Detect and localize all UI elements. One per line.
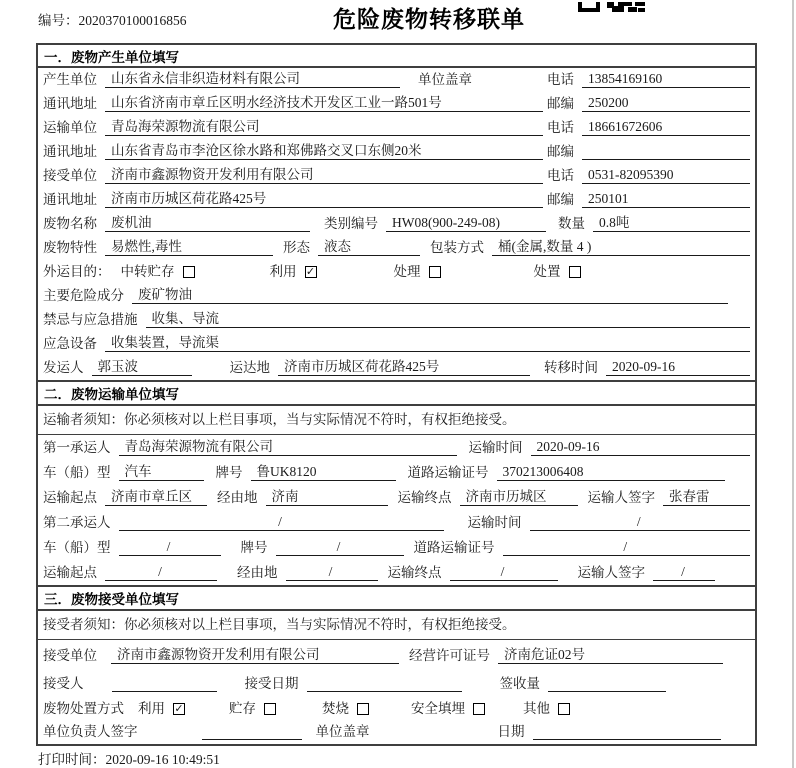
transporter-address-field: 山东省青岛市李沧区徐水路和郑佛路交叉口东侧20米 xyxy=(105,140,543,160)
carrier2-origin-field: / xyxy=(105,564,217,581)
purpose-treat-checkbox xyxy=(429,266,441,278)
consignor-label: 发运人 xyxy=(43,360,84,375)
producer-postcode-field: 250200 xyxy=(582,95,750,112)
receiver-row xyxy=(38,164,755,188)
acceptor-row xyxy=(38,668,755,696)
carrier2-via-field: / xyxy=(286,564,378,581)
responsible-sign-row xyxy=(38,721,755,744)
via-label: 经由地 xyxy=(237,565,278,580)
carrier-sign-label: 运输人签字 xyxy=(587,490,655,505)
document-header xyxy=(0,0,796,43)
transporter-notice: 运输者须知：你必须核对以上栏目事项，当与实际情况不符时，有权拒绝接受。 xyxy=(43,412,516,427)
form-label: 形态 xyxy=(283,240,310,255)
purpose-use-checkbox: ✓ xyxy=(305,265,316,278)
purpose-label: 外运目的： xyxy=(43,264,111,279)
receiver-postcode-field: 250101 xyxy=(582,191,750,208)
carrier-sign-label: 运输人签字 xyxy=(577,565,645,580)
phone-label: 电话 xyxy=(547,168,574,183)
waste-name-field: 废机油 xyxy=(105,212,310,232)
carrier1-route-row xyxy=(38,485,755,510)
transporter-label: 运输单位 xyxy=(43,120,97,135)
quantity-field: 0.8吨 xyxy=(593,212,750,232)
carrier2-route-row xyxy=(38,560,755,585)
road-permit-label: 道路运输证号 xyxy=(413,540,495,555)
transporter-field: 青岛海荣源物流有限公司 xyxy=(105,116,543,136)
equipment-row xyxy=(38,332,755,356)
equipment-field: 收集装置，导流渠 xyxy=(105,332,750,352)
equipment-label: 应急设备 xyxy=(43,336,97,351)
carrier2-sign-field: / xyxy=(653,564,715,581)
carrier2-dest-field: / xyxy=(450,564,558,581)
date-label: 日期 xyxy=(497,724,525,739)
transporter-row xyxy=(38,116,755,140)
carrier1-vehicle-field: 汽车 xyxy=(119,460,204,481)
disposal-landfill-checkbox xyxy=(473,703,485,715)
category-field: HW08(900-249-08) xyxy=(386,215,546,232)
character-label: 废物特性 xyxy=(43,240,97,255)
origin-label: 运输起点 xyxy=(43,565,97,580)
taboo-row xyxy=(38,308,755,332)
waste-name-label: 废物名称 xyxy=(43,216,97,231)
purpose-row xyxy=(38,260,755,284)
carrier1-label: 第一承运人 xyxy=(43,440,111,455)
postcode-label: 邮编 xyxy=(547,144,574,159)
purpose-dispose-checkbox xyxy=(569,266,581,278)
purpose-use-label: 利用 xyxy=(269,264,297,279)
plate-label: 牌号 xyxy=(240,540,268,555)
accept-date-field xyxy=(307,676,462,692)
purpose-dispose-label: 处置 xyxy=(533,264,561,279)
taboo-field: 收集、导流 xyxy=(146,308,751,328)
disposal-landfill-label: 安全填埋 xyxy=(411,701,465,716)
carrier1-dest-field: 济南市历城区 xyxy=(460,485,578,506)
accept-unit-row xyxy=(38,640,755,668)
transport-time-label: 运输时间 xyxy=(468,440,523,455)
via-label: 经由地 xyxy=(217,490,258,505)
producer-phone-field: 13854169160 xyxy=(582,71,750,88)
sign-qty-label: 签收量 xyxy=(499,676,540,691)
producer-address-row xyxy=(38,92,755,116)
disposal-store-checkbox xyxy=(264,703,276,715)
carrier2-permit-field: / xyxy=(503,539,751,556)
receiver-address-row xyxy=(38,188,755,212)
print-time-line xyxy=(38,748,220,768)
serial-value: 2020370100016856 xyxy=(78,13,187,28)
disposal-row xyxy=(38,696,755,721)
waste-name-row xyxy=(38,212,755,236)
responsible-sign-label: 单位负责人签字 xyxy=(43,724,138,739)
license-field: 济南危证02号 xyxy=(498,643,723,664)
producer-field: 山东省永信非织造材料有限公司 xyxy=(105,68,400,88)
page-title: 危险废物转移联单 xyxy=(333,6,525,32)
receiver-address-field: 济南市历城区荷花路425号 xyxy=(105,188,543,208)
vehicle-type-label: 车（船）型 xyxy=(43,540,111,555)
receiver-label: 接受单位 xyxy=(43,168,97,183)
consignor-field: 郭玉波 xyxy=(92,356,192,376)
dest-label: 运输终点 xyxy=(387,565,442,580)
serial-label: 编号： xyxy=(38,13,79,28)
taboo-label: 禁忌与应急措施 xyxy=(43,312,138,327)
carrier1-via-field: 济南 xyxy=(266,485,388,506)
postcode-label: 邮编 xyxy=(547,192,574,207)
page-right-edge xyxy=(792,0,794,768)
postcode-label: 邮编 xyxy=(547,96,574,111)
producer-address-field: 山东省济南市章丘区明水经济技术开发区工业一路501号 xyxy=(105,92,543,112)
accept-unit-field: 济南市鑫源物资开发利用有限公司 xyxy=(111,643,399,664)
address-label: 通讯地址 xyxy=(43,144,97,159)
carrier1-field: 青岛海荣源物流有限公司 xyxy=(119,435,457,456)
section1-header: 一．废物产生单位填写 xyxy=(38,45,755,68)
address-label: 通讯地址 xyxy=(43,192,97,207)
character-field: 易燃性,毒性 xyxy=(105,236,273,256)
accept-unit-label: 接受单位 xyxy=(43,648,97,663)
plate-label: 牌号 xyxy=(215,465,243,480)
disposal-store-label: 贮存 xyxy=(229,701,256,716)
category-label: 类别编号 xyxy=(324,216,378,231)
transfer-time-field: 2020-09-16 xyxy=(606,359,750,376)
receiver-notice-row xyxy=(38,611,755,640)
carrier2-field: / xyxy=(119,514,444,531)
section3-header: 三．废物接受单位填写 xyxy=(38,585,755,611)
dest-label: 运输终点 xyxy=(397,490,452,505)
disposal-burn-label: 焚烧 xyxy=(322,701,349,716)
packing-field: 桶(金属,数量 4 ) xyxy=(492,236,750,256)
origin-label: 运输起点 xyxy=(43,490,97,505)
transporter-notice-row xyxy=(38,406,755,435)
disposal-use-label: 利用 xyxy=(138,701,165,716)
producer-row xyxy=(38,68,755,92)
carrier2-row xyxy=(38,510,755,535)
waste-character-row xyxy=(38,236,755,260)
purpose-transfer-label: 中转贮存 xyxy=(120,264,175,279)
disposal-burn-checkbox xyxy=(357,703,369,715)
transport-time-label: 运输时间 xyxy=(467,515,522,530)
print-time-value: 2020-09-16 10:49:51 xyxy=(105,752,220,767)
disposal-other-checkbox xyxy=(558,703,570,715)
transporter-address-row xyxy=(38,140,755,164)
carrier1-plate-field: 鲁UK8120 xyxy=(251,460,396,481)
destination-label: 运达地 xyxy=(229,360,270,375)
disposal-label: 废物处置方式 xyxy=(43,701,124,716)
address-label: 通讯地址 xyxy=(43,96,97,111)
disposal-use-checkbox: ✓ xyxy=(174,702,184,715)
receiver-field: 济南市鑫源物资开发利用有限公司 xyxy=(105,164,543,184)
form-field: 液态 xyxy=(318,236,420,256)
carrier1-row xyxy=(38,435,755,460)
carrier2-time-field: / xyxy=(530,514,751,531)
unit-seal-label: 单位盖章 xyxy=(315,724,370,739)
road-permit-label: 道路运输证号 xyxy=(407,465,489,480)
acceptor-field xyxy=(112,676,217,692)
transporter-phone-field: 18661672606 xyxy=(582,119,750,136)
destination-field: 济南市历城区荷花路425号 xyxy=(278,356,530,376)
producer-label: 产生单位 xyxy=(43,72,97,87)
section2-header: 二．废物运输单位填写 xyxy=(38,380,755,406)
transfer-form-table xyxy=(36,43,757,746)
accept-date-label: 接受日期 xyxy=(244,676,299,691)
transporter-postcode-field xyxy=(582,144,750,160)
carrier2-vehicle-field: / xyxy=(119,539,221,556)
carrier2-plate-field: / xyxy=(276,539,404,556)
packing-label: 包装方式 xyxy=(430,240,484,255)
phone-label: 电话 xyxy=(547,120,574,135)
purpose-transfer-checkbox xyxy=(183,266,195,278)
date-field xyxy=(533,724,721,740)
purpose-treat-label: 处理 xyxy=(393,264,421,279)
carrier1-time-field: 2020-09-16 xyxy=(531,439,751,456)
main-hazard-row xyxy=(38,284,755,308)
vehicle-type-label: 车（船）型 xyxy=(43,465,111,480)
sign-qty-field xyxy=(548,676,666,692)
carrier2-vehicle-row xyxy=(38,535,755,560)
disposal-other-label: 其他 xyxy=(523,701,550,716)
print-time-label: 打印时间： xyxy=(38,752,106,767)
serial-number-line xyxy=(38,9,187,29)
quantity-label: 数量 xyxy=(558,216,585,231)
phone-label: 电话 xyxy=(547,72,574,87)
carrier1-vehicle-row xyxy=(38,460,755,485)
carrier1-sign-field: 张春雷 xyxy=(663,485,750,506)
unit-seal-label: 单位盖章 xyxy=(418,72,472,87)
acceptor-label: 接受人 xyxy=(43,676,84,691)
receiver-phone-field: 0531-82095390 xyxy=(582,167,750,184)
carrier1-permit-field: 370213006408 xyxy=(497,464,725,481)
transfer-time-label: 转移时间 xyxy=(544,360,598,375)
receiver-notice: 接受者须知：你必须核对以上栏目事项，当与实际情况不符时，有权拒绝接受。 xyxy=(43,617,516,632)
license-label: 经营许可证号 xyxy=(409,648,490,663)
consignor-row xyxy=(38,356,755,380)
carrier2-label: 第二承运人 xyxy=(43,515,111,530)
main-hazard-label: 主要危险成分 xyxy=(43,288,124,303)
qr-code-fragment-icon xyxy=(578,0,645,16)
carrier1-origin-field: 济南市章丘区 xyxy=(105,485,207,506)
main-hazard-field: 废矿物油 xyxy=(132,284,728,304)
responsible-sign-field xyxy=(202,724,302,740)
